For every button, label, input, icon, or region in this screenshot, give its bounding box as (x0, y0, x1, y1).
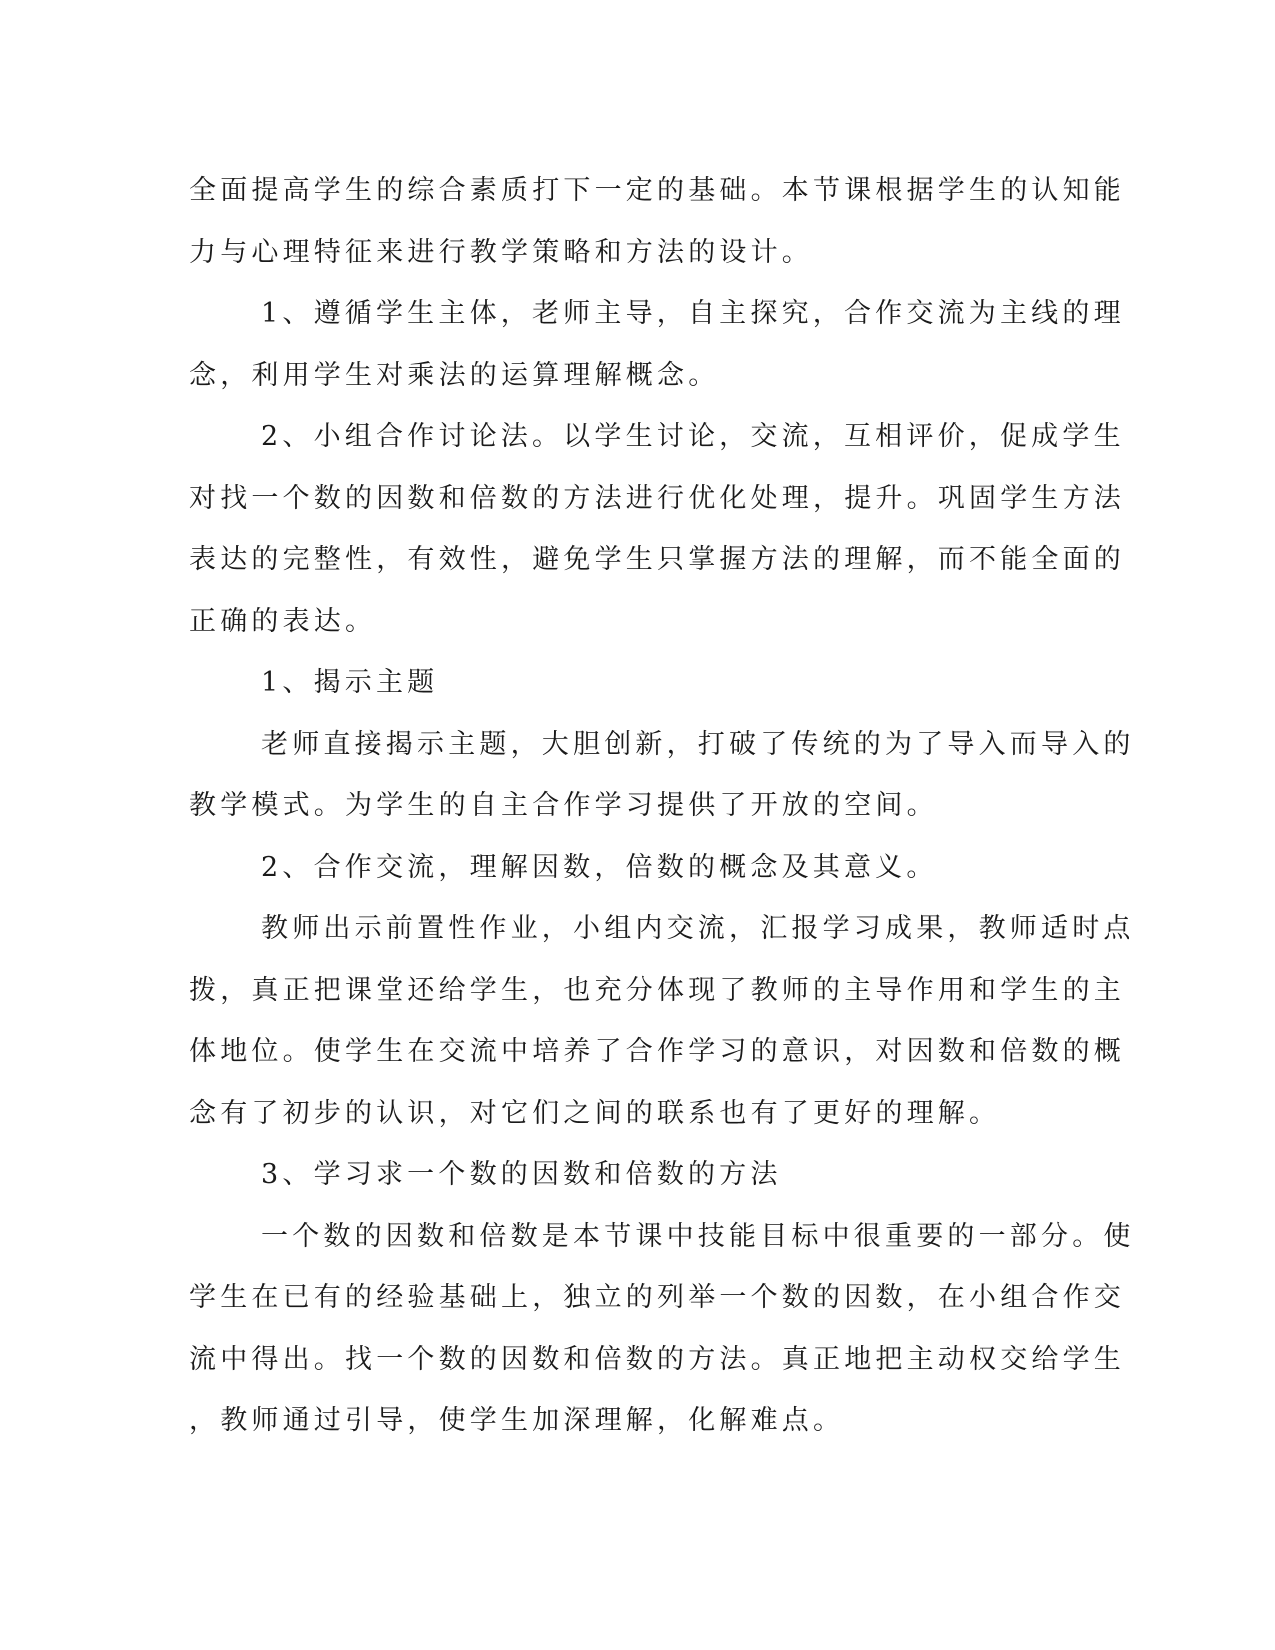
text-line: 学生在已有的经验基础上，独立的列举一个数的因数，在小组合作交 (189, 1282, 1125, 1313)
text-line: 老师直接揭示主题，大胆创新，打破了传统的为了导入而导入的 (261, 728, 1135, 760)
text-line: 念，利用学生对乘法的运算理解概念。 (189, 359, 720, 391)
text-line: 对找一个数的因数和倍数的方法进行优化处理，提升。巩固学生方法 (189, 482, 1125, 514)
text-line: 表达的完整性，有效性，避免学生只掌握方法的理解，而不能全面的 (189, 544, 1125, 575)
text-line: 教学模式。为学生的自主合作学习提供了开放的空间。 (189, 790, 938, 821)
text-line: 全面提高学生的综合素质打下一定的基础。本节课根据学生的认知能 (189, 175, 1125, 206)
text-line: 2、小组合作讨论法。以学生讨论，交流，互相评价，促成学生 (261, 421, 1125, 452)
text-line: 正确的表达。 (189, 605, 377, 637)
text-line: 一个数的因数和倍数是本节课中技能目标中很重要的一部分。使 (261, 1220, 1135, 1252)
paragraph-5 (189, 898, 1135, 1144)
text-line: 流中得出。找一个数的因数和倍数的方法。真正地把主动权交给学生 (189, 1343, 1125, 1375)
text-line: 3、学习求一个数的因数和倍数的方法 (261, 1159, 782, 1190)
paragraph-3 (189, 406, 1125, 652)
text-line: 念有了初步的认识，对它们之间的联系也有了更好的理解。 (189, 1097, 1001, 1129)
section-heading (189, 652, 1089, 714)
paragraph-1 (189, 160, 1125, 283)
text-line: 拨，真正把课堂还给学生，也充分体现了教师的主导作用和学生的主 (189, 974, 1125, 1006)
paragraph-4 (189, 714, 1135, 837)
text-line: 体地位。使学生在交流中培养了合作学习的意识，对因数和倍数的概 (189, 1036, 1125, 1067)
text-line: ，教师通过引导，使学生加深理解，化解难点。 (189, 1405, 845, 1436)
text-line: 力与心理特征来进行教学策略和方法的设计。 (189, 236, 813, 268)
text-line: 1、遵循学生主体，老师主导，自主探究，合作交流为主线的理 (261, 298, 1125, 329)
paragraph-2 (189, 283, 1125, 406)
paragraph-6 (189, 1206, 1135, 1452)
text-line: 1、揭示主题 (261, 667, 439, 698)
text-line: 教师出示前置性作业，小组内交流，汇报学习成果，教师适时点 (261, 913, 1135, 944)
text-line: 2、合作交流，理解因数，倍数的概念及其意义。 (261, 851, 938, 883)
section-heading (189, 837, 1089, 899)
document-body (189, 160, 1135, 1452)
section-heading (189, 1144, 1089, 1206)
